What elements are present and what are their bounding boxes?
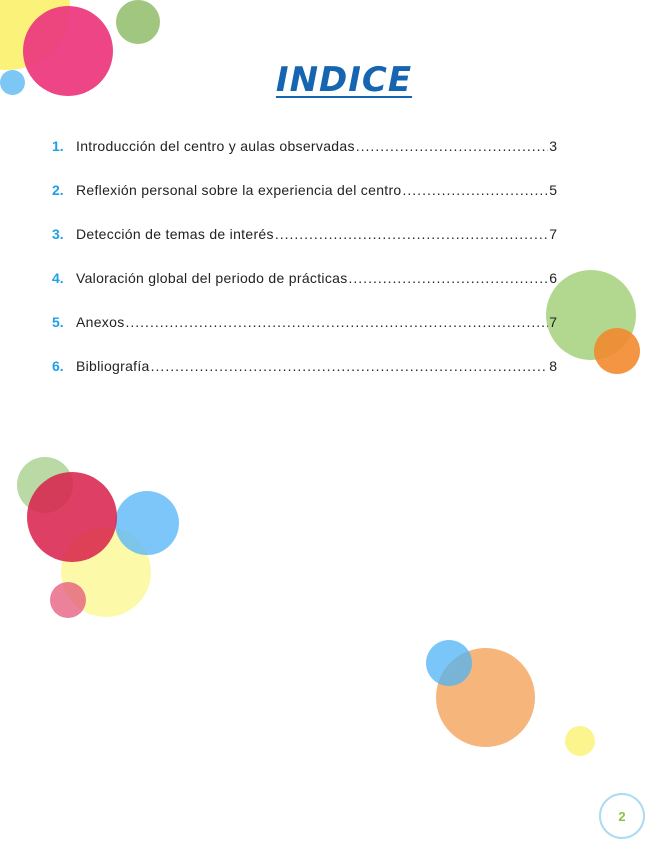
- decor-circle-blue: [426, 640, 472, 686]
- toc-entry-page: 7: [549, 226, 557, 242]
- toc-entry-page: 8: [549, 358, 557, 374]
- toc-entry-number: 4.: [52, 270, 64, 286]
- decor-circle-green: [116, 0, 160, 44]
- toc-entry-page: 5: [549, 182, 557, 198]
- toc-entry-title: Detección de temas de interés: [76, 226, 274, 242]
- toc-entry-title: Valoración global del periodo de prácticas: [76, 270, 348, 286]
- page-title: [0, 60, 655, 100]
- toc-entry-number: 3.: [52, 226, 64, 242]
- toc-entry-title: Introducción del centro y aulas observadas: [76, 138, 355, 154]
- toc-entry-page: 6: [549, 270, 557, 286]
- toc-entry[interactable]: [52, 358, 557, 402]
- toc-entry[interactable]: [52, 270, 557, 314]
- toc-entry-page: 7: [549, 314, 557, 330]
- toc-dot-leader: [356, 138, 548, 154]
- toc-entry[interactable]: [52, 138, 557, 182]
- decor-circle-orange: [594, 328, 640, 374]
- toc-entry-title: Reflexión personal sobre la experiencia del centro: [76, 182, 402, 198]
- toc-entry-page: 3: [549, 138, 557, 154]
- toc-dot-leader: [349, 270, 549, 286]
- toc-entry-number: 2.: [52, 182, 64, 198]
- toc-entry[interactable]: [52, 226, 557, 270]
- decor-circle-crimson: [27, 472, 117, 562]
- page-number-badge: [599, 793, 645, 839]
- toc-entry-title: Bibliografía: [76, 358, 150, 374]
- page-title-text: INDICE: [275, 60, 413, 100]
- toc-entry-number: 1.: [52, 138, 64, 154]
- decor-circle-pink: [50, 582, 86, 618]
- toc-entry[interactable]: [52, 182, 557, 226]
- toc-dot-leader: [275, 226, 548, 242]
- toc-dot-leader: [403, 182, 549, 198]
- toc-entry-number: 6.: [52, 358, 64, 374]
- toc-dot-leader: [126, 314, 549, 330]
- table-of-contents: [52, 138, 557, 402]
- toc-dot-leader: [151, 358, 549, 374]
- decor-circle-blue: [115, 491, 179, 555]
- toc-entry-number: 5.: [52, 314, 64, 330]
- decor-circle-yellow: [565, 726, 595, 756]
- toc-entry-title: Anexos: [76, 314, 125, 330]
- toc-entry[interactable]: [52, 314, 557, 358]
- page-number: 2: [618, 808, 626, 824]
